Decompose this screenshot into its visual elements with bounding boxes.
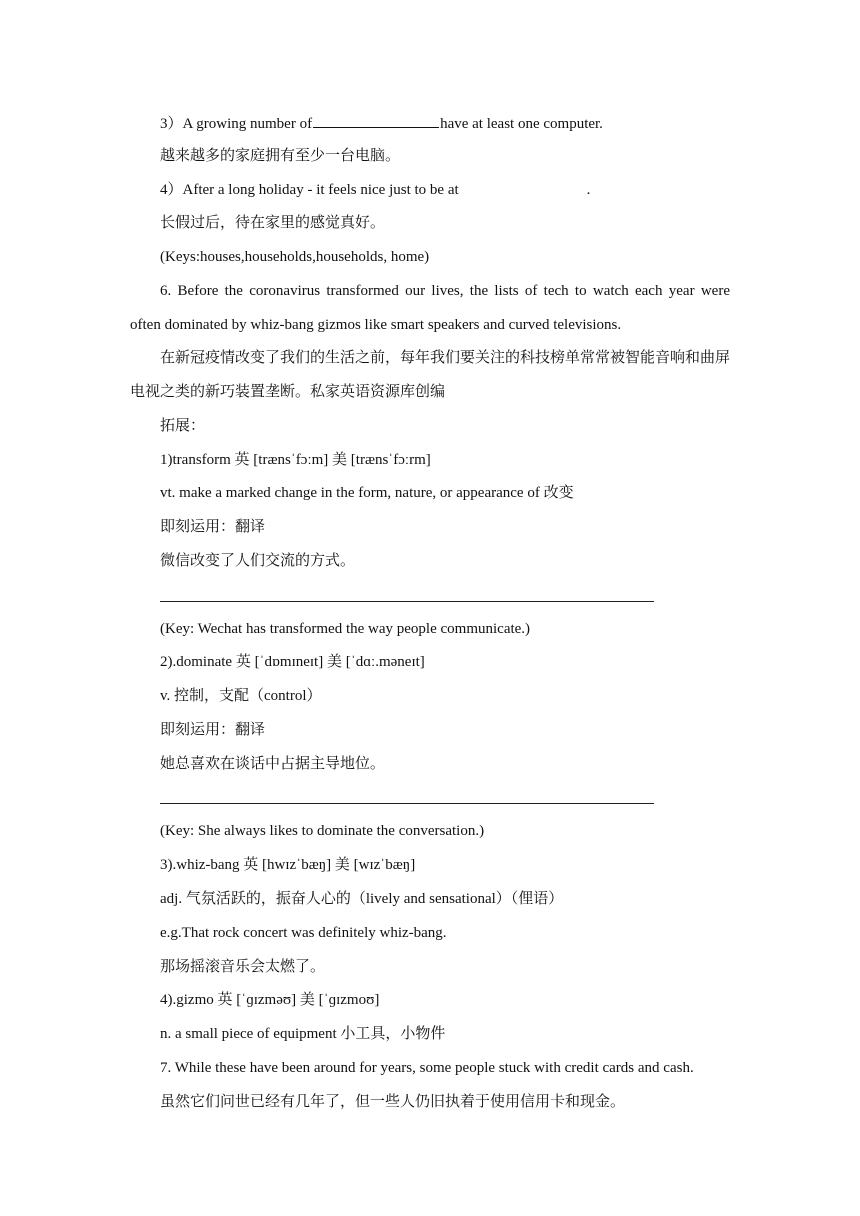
sentence-7-translation: 虽然它们问世已经有几年了，但一些人仍旧执着于使用信用卡和现金。 bbox=[160, 1094, 626, 1110]
word4-definition: n. a small piece of equipment 小工具，小物件 bbox=[160, 1026, 446, 1042]
sentence-6-line1: 6. Before the coronavirus transformed our lives, the lists of tech to watch each year were bbox=[160, 283, 730, 299]
word2-key: (Key: She always likes to dominate the conversation.) bbox=[160, 823, 485, 839]
q4-translation: 长假过后，待在家里的感觉真好。 bbox=[160, 215, 386, 231]
q4-sentence bbox=[160, 180, 590, 200]
word2-answer-line bbox=[160, 803, 654, 804]
word1-prompt: 微信改变了人们交流的方式。 bbox=[160, 553, 356, 569]
q3-answer-blank bbox=[313, 112, 439, 128]
sentence-6-translation-line2: 电视之类的新巧装置垄断。私家英语资源库创编 bbox=[130, 384, 446, 400]
word3-example: e.g.That rock concert was definitely whiz-bang. bbox=[160, 925, 447, 941]
q4-prefix: 4）After a long holiday - it feels nice just to be at bbox=[160, 182, 459, 198]
q3-sentence bbox=[160, 112, 603, 134]
word3-example-translation: 那场摇滚音乐会太燃了。 bbox=[160, 959, 326, 975]
word2-heading: 2).dominate 英 [ˈdɒmɪneɪt] 美 [ˈdɑː.məneɪt] bbox=[160, 654, 425, 670]
q3-translation: 越来越多的家庭拥有至少一台电脑。 bbox=[160, 148, 401, 164]
word2-practice-label: 即刻运用：翻译 bbox=[160, 722, 266, 738]
word3-definition: adj. 气氛活跃的，振奋人心的（lively and sensational）（俚语） bbox=[160, 891, 564, 907]
word1-heading: 1)transform 英 [trænsˈfɔːm] 美 [trænsˈfɔːrm] bbox=[160, 452, 431, 468]
sentence-6-translation-line1: 在新冠疫情改变了我们的生活之前，每年我们要关注的科技榜单常常被智能音响和曲屏 bbox=[160, 350, 731, 366]
sentence-6-line2: often dominated by whiz-bang gizmos like smart speakers and curved televisions. bbox=[130, 317, 622, 333]
q3-prefix: 3）A growing number of bbox=[160, 116, 313, 132]
word4-heading: 4).gizmo 英 [ˈɡɪzməʊ] 美 [ˈɡɪzmoʊ] bbox=[160, 992, 380, 1008]
keys-line: (Keys:houses,households,households, home) bbox=[160, 249, 430, 265]
word1-answer-line bbox=[160, 601, 654, 602]
word1-definition: vt. make a marked change in the form, nature, or appearance of 改变 bbox=[160, 485, 574, 501]
word1-key: (Key: Wechat has transformed the way people communicate.) bbox=[160, 621, 531, 637]
word2-prompt: 她总喜欢在谈话中占据主导地位。 bbox=[160, 756, 386, 772]
word2-definition: v. 控制，支配（control） bbox=[160, 688, 322, 704]
q4-suffix: . bbox=[586, 182, 591, 198]
sentence-7: 7. While these have been around for years, some people stuck with credit cards and cash. bbox=[160, 1060, 694, 1076]
word3-heading: 3).whiz-bang 英 [hwɪzˈbæŋ] 美 [wɪzˈbæŋ] bbox=[160, 857, 416, 873]
expansion-heading: 拓展： bbox=[160, 418, 206, 434]
q3-suffix: have at least one computer. bbox=[440, 116, 603, 132]
word1-practice-label: 即刻运用：翻译 bbox=[160, 519, 266, 535]
